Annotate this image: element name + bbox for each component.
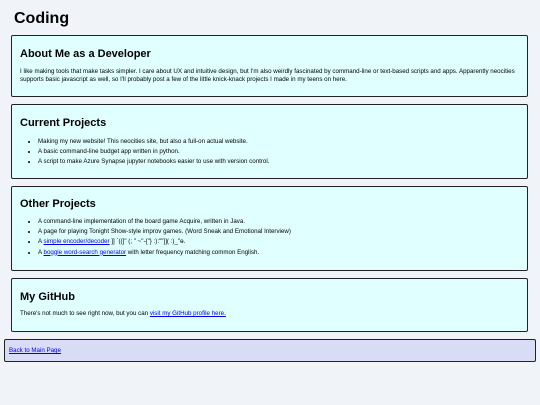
- list-item: [38, 237, 519, 247]
- current-projects-list: [20, 137, 519, 168]
- other-projects-heading: Other Projects: [20, 198, 96, 210]
- list-item: • Making my new website! This neocities site, but also a full-on actual website.: [38, 137, 519, 147]
- list-item: • A page for playing Tonight Show-style improv games. (Word Sneak and Emotional Interview): [38, 227, 519, 237]
- about-section: [11, 35, 528, 97]
- list-item: [38, 248, 519, 258]
- github-heading: My GitHub: [20, 291, 75, 303]
- github-profile-link[interactable]: visit my GitHub profile here.: [149, 310, 226, 317]
- footer-bar: [4, 339, 536, 362]
- list-item: • A basic command-line budget app written in python.: [38, 147, 519, 157]
- encoder-decoder-link[interactable]: simple encoder/decoder: [43, 238, 110, 246]
- github-text: [20, 310, 519, 318]
- list-item-prefix: A: [38, 248, 44, 256]
- other-projects-list: [20, 217, 519, 258]
- github-text-prefix: There's not much to see right now, but you can: [20, 310, 150, 317]
- list-item-prefix: A: [38, 238, 44, 246]
- page-title: Coding: [14, 10, 70, 27]
- about-text: I like making tools that make tasks simpler. I care about UX and intuitive design, but I'm also weirdly fascinated by command-line or text-based scripts and apps. Apparently neocities supports basic javascript as well, so I'll probably post a few of the little knick-knack projects I made in my teens on here.: [20, 68, 515, 84]
- other-projects-section: [11, 186, 528, 271]
- about-heading: About Me as a Developer: [20, 48, 151, 60]
- list-item: • A script to make Azure Synapse jupyter notebooks easier to use with version control.: [38, 157, 519, 167]
- list-item: • A command-line implementation of the board game Acquire, written in Java.: [38, 217, 519, 227]
- list-item-suffix: with letter frequency matching common English.: [126, 248, 260, 256]
- list-item-suffix: ]] `((]" (; " ~"-{"} :):""]]( :)_"ɵ.: [109, 238, 186, 246]
- current-projects-heading: Current Projects: [20, 117, 107, 129]
- boggle-generator-link[interactable]: boggle word-search generator: [43, 248, 127, 256]
- github-section: [11, 278, 528, 332]
- current-projects-section: [11, 104, 528, 179]
- back-to-main-link[interactable]: Back to Main Page: [9, 347, 61, 354]
